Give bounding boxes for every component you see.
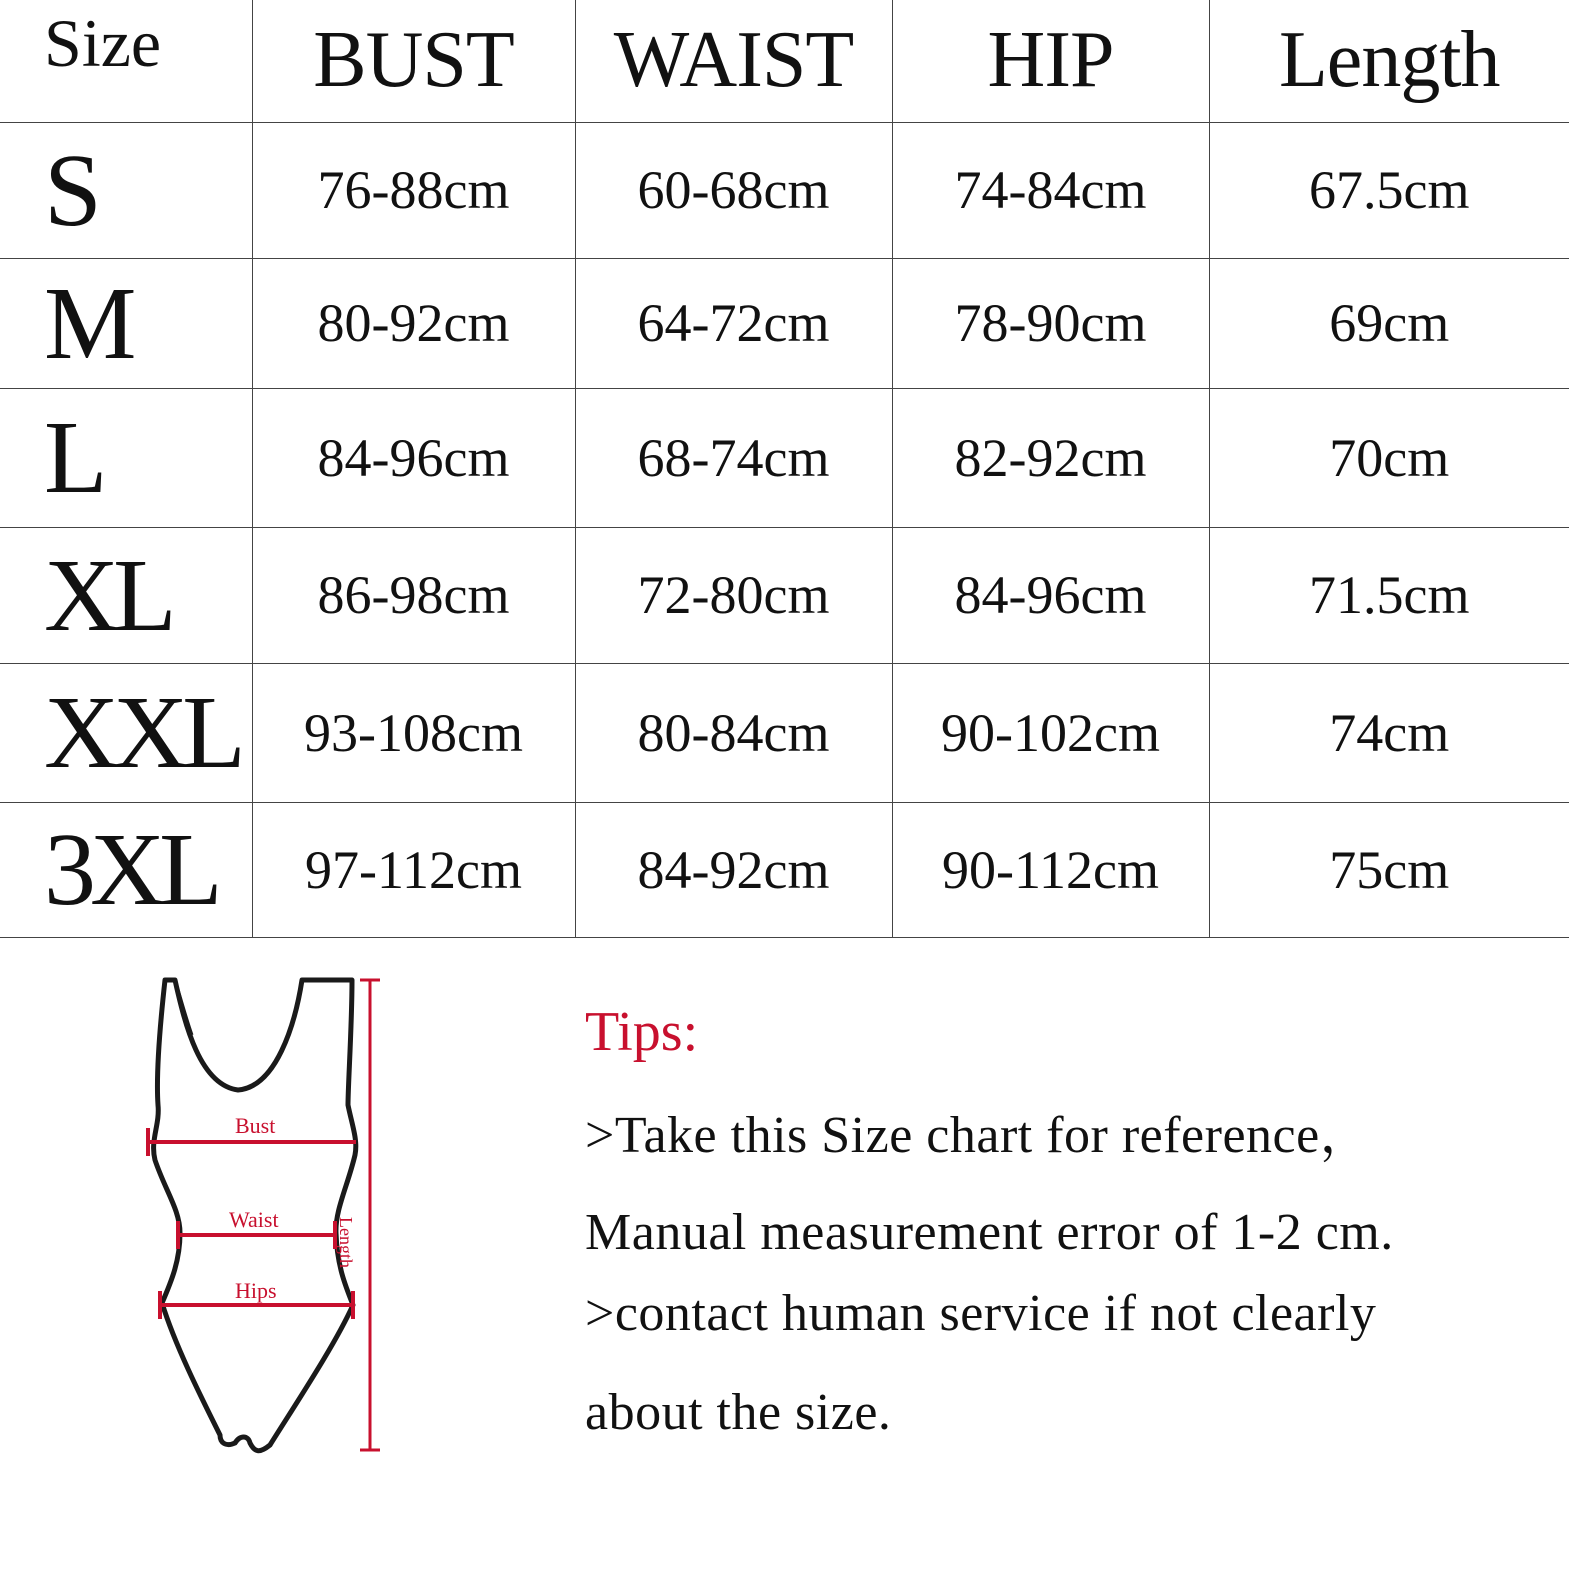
bust-cell: 93-108cm [252, 663, 575, 802]
length-cell: 74cm [1209, 663, 1569, 802]
bust-cell: 86-98cm [252, 527, 575, 663]
size-cell: M [0, 258, 252, 388]
table-header-row [0, 0, 1569, 122]
tips-title: Tips: [585, 1001, 699, 1063]
table-row [0, 258, 1569, 388]
length-cell: 75cm [1209, 802, 1569, 937]
bust-cell: 97-112cm [252, 802, 575, 937]
hips-label: Hips [235, 1278, 277, 1303]
waist-cell: 64-72cm [575, 258, 892, 388]
table-row [0, 527, 1569, 663]
hip-cell: 74-84cm [892, 122, 1209, 258]
waist-cell: 84-92cm [575, 802, 892, 937]
bust-cell: 84-96cm [252, 388, 575, 527]
waist-cell: 68-74cm [575, 388, 892, 527]
tip-line-3: >contact human service if not clearly [585, 1285, 1377, 1342]
hip-cell: 82-92cm [892, 388, 1209, 527]
tip-line-2: Manual measurement error of 1-2 cm. [585, 1204, 1394, 1261]
waist-cell: 60-68cm [575, 122, 892, 258]
header-bust: BUST [252, 0, 575, 122]
size-cell: 3XL [0, 802, 252, 937]
tips-section [585, 1000, 1545, 1442]
hip-cell: 90-112cm [892, 802, 1209, 937]
table-row [0, 663, 1569, 802]
length-cell: 67.5cm [1209, 122, 1569, 258]
size-cell: L [0, 388, 252, 527]
bodysuit-measurement-diagram [130, 965, 400, 1465]
length-cell: 69cm [1209, 258, 1569, 388]
tip-line-4: about the size. [585, 1384, 892, 1441]
hip-cell: 78-90cm [892, 258, 1209, 388]
bust-cell: 80-92cm [252, 258, 575, 388]
waist-cell: 72-80cm [575, 527, 892, 663]
length-label: Length [336, 1217, 356, 1268]
header-waist: WAIST [575, 0, 892, 122]
table-row [0, 388, 1569, 527]
hip-cell: 84-96cm [892, 527, 1209, 663]
tip-line-1: >Take this Size chart for reference， [585, 1107, 1373, 1164]
header-size: Size [0, 0, 252, 122]
size-cell: XXL [0, 663, 252, 802]
table-row [0, 802, 1569, 937]
waist-cell: 80-84cm [575, 663, 892, 802]
length-cell: 71.5cm [1209, 527, 1569, 663]
hip-cell: 90-102cm [892, 663, 1209, 802]
table-row [0, 122, 1569, 258]
waist-label: Waist [229, 1207, 279, 1232]
header-length: Length [1209, 0, 1569, 122]
bust-label: Bust [235, 1113, 276, 1138]
size-cell: S [0, 122, 252, 258]
header-hip: HIP [892, 0, 1209, 122]
size-cell: XL [0, 527, 252, 663]
length-cell: 70cm [1209, 388, 1569, 527]
bust-cell: 76-88cm [252, 122, 575, 258]
